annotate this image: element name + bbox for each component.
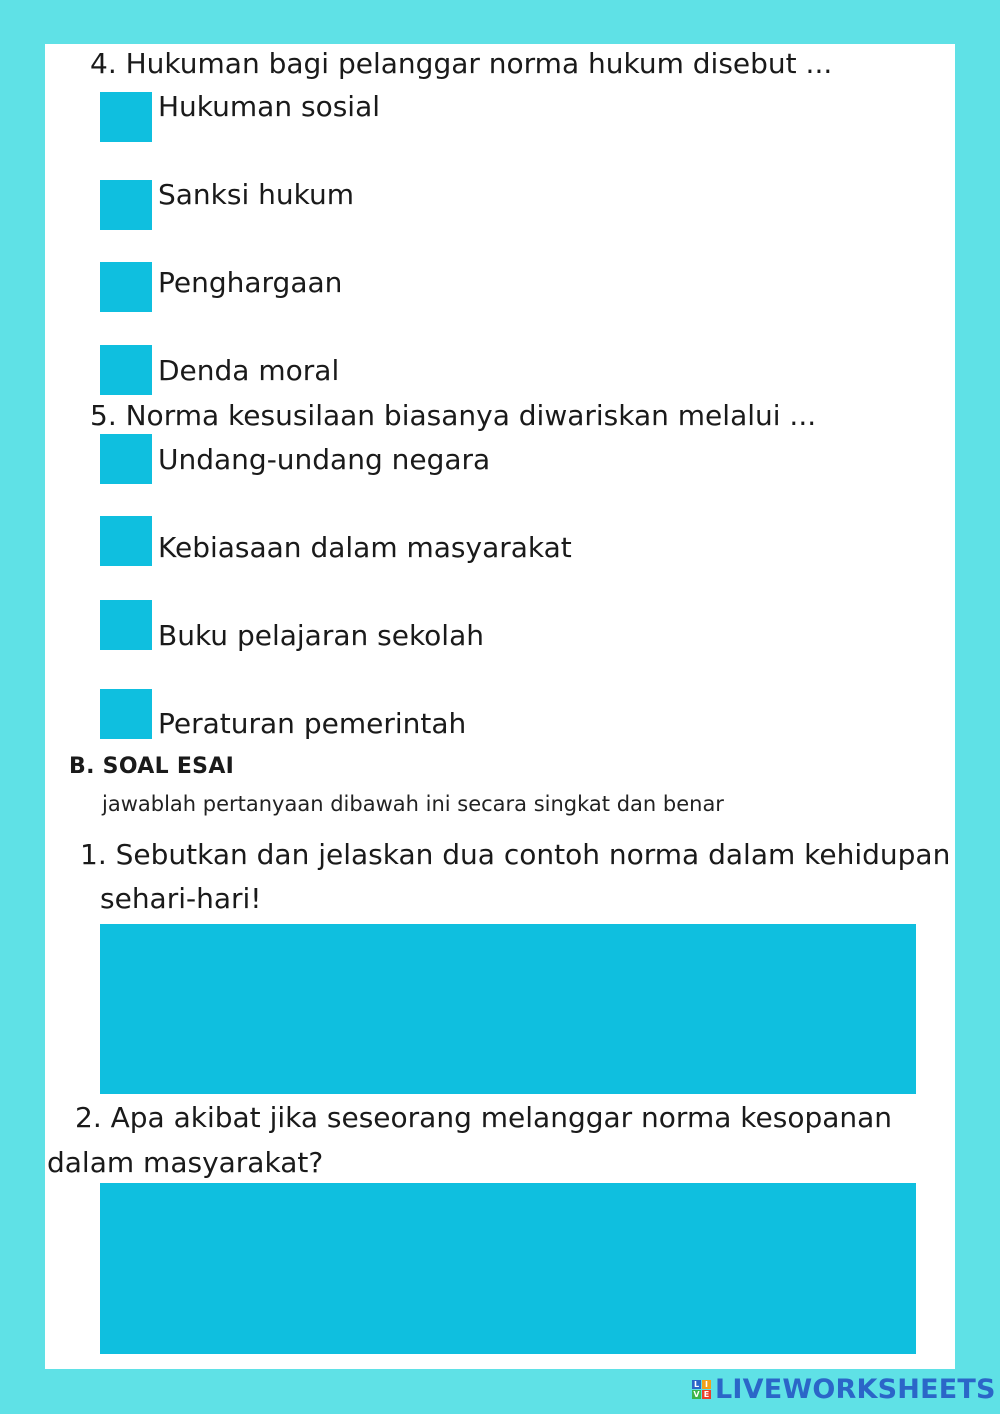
checkbox-q4-option-3[interactable] — [100, 262, 152, 312]
q4-option-2-label: Sanksi hukum — [158, 178, 355, 211]
worksheet-page — [45, 44, 955, 1369]
liveworksheets-logo-text: LIVEWORKSHEETS — [715, 1374, 996, 1405]
q5-option-4-label: Peraturan pemerintah — [158, 707, 467, 740]
q5-option-3-label: Buku pelajaran sekolah — [158, 619, 484, 652]
essay-section-title: B. SOAL ESAI — [69, 754, 235, 779]
checkbox-q5-option-3[interactable] — [100, 600, 152, 650]
checkbox-q5-option-2[interactable] — [100, 516, 152, 566]
checkbox-q5-option-4[interactable] — [100, 689, 152, 739]
essay-question-1-line-2: sehari-hari! — [100, 882, 262, 915]
q4-option-3-label: Penghargaan — [158, 266, 343, 299]
q4-option-4-label: Denda moral — [158, 354, 340, 387]
essay-question-2-line-2: dalam masyarakat? — [47, 1146, 324, 1179]
checkbox-q4-option-1[interactable] — [100, 92, 152, 142]
essay-answer-1-input[interactable] — [100, 924, 916, 1094]
liveworksheets-mark-icon: L I V E — [693, 1380, 710, 1399]
essay-instruction: jawablah pertanyaan dibawah ini secara singkat dan benar — [102, 792, 724, 816]
question-4-text: 4. Hukuman bagi pelanggar norma hukum disebut ... — [90, 47, 833, 80]
q5-option-2-label: Kebiasaan dalam masyarakat — [158, 531, 572, 564]
checkbox-q5-option-1[interactable] — [100, 434, 152, 484]
liveworksheets-logo[interactable] — [692, 1374, 996, 1405]
q5-option-1-label: Undang-undang negara — [158, 443, 491, 476]
essay-answer-2-input[interactable] — [100, 1183, 916, 1354]
checkbox-q4-option-4[interactable] — [100, 345, 152, 395]
essay-question-2-line-1: 2. Apa akibat jika seseorang melanggar norma kesopanan — [75, 1101, 893, 1134]
q4-option-1-label: Hukuman sosial — [158, 90, 381, 123]
essay-question-1-line-1: 1. Sebutkan dan jelaskan dua contoh norma dalam kehidupan — [80, 838, 951, 871]
checkbox-q4-option-2[interactable] — [100, 180, 152, 230]
question-5-text: 5. Norma kesusilaan biasanya diwariskan melalui ... — [90, 399, 817, 432]
